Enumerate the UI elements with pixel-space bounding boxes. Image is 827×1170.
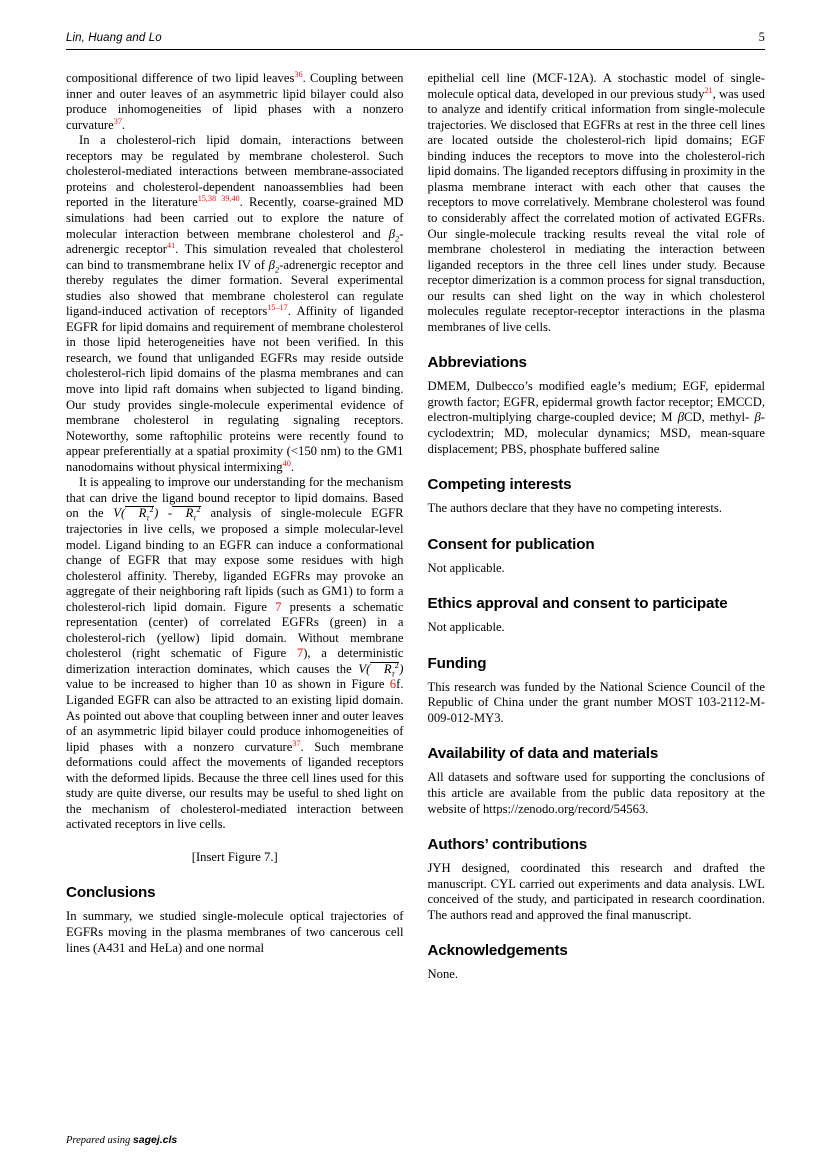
para3-text-a: It is appealing to improve our understanding for the mechanism that can drive the ligand bound receptor to lipid domains. Based on the — [66, 475, 404, 521]
beta-symbol: β — [388, 226, 396, 241]
heading-conclusions: Conclusions — [66, 884, 156, 902]
footer-class-file: sagej.cls — [132, 1134, 178, 1146]
beta-subscript-2b: 2 — [274, 265, 280, 275]
insert-figure-note: [Insert Figure 7.] — [191, 849, 278, 864]
right-column — [428, 71, 766, 983]
paragraph-acknowledgements: None. — [427, 967, 459, 982]
paragraph-cholesterol-domain — [66, 133, 404, 475]
math-r-symbol: R — [138, 506, 147, 521]
para3-text-d: ), a deterministic dimerization interaction dominates, which causes the — [66, 646, 404, 676]
math-tau-subscript-2: τ — [193, 513, 197, 523]
math-square-exponent-3: 2 — [394, 660, 399, 670]
left-column — [66, 71, 404, 983]
abbrev-text-c: -cyclodextrin; MD, molecular dynamics; MSD, mean-square displacement; PBS, phosphate buffered saline — [427, 410, 765, 456]
heading-competing-interests: Competing interests — [427, 476, 572, 494]
figure-ref-7a[interactable]: 7 — [275, 599, 282, 614]
math-v-symbol: V — [113, 506, 121, 521]
abbrev-text-b: CD, methyl- — [683, 410, 750, 425]
para2-text-f: . Affinity of liganded EGFR for lipid domains and requirement of membrane cholesterol in those lipid heterogeneities have not been verified. In this research, we found that unliganded EGFRs may reside outside cholesterol-rich lipid domains of the plasma membranes and can move into lipid raft domains when subjected to ligand binding. Our study provides single-molecule experimental evidence of membrane cholesterol in regulating signaling receptors. Noteworthy, some raftophilic proteins were recently found to appear preferentially at a spatial proximity (<150 nm) to the GM1 nanodomains without physical intermixing — [66, 304, 404, 474]
running-header-authors: Lin, Huang and Lo — [66, 32, 162, 44]
citation-37b[interactable]: 37 — [292, 738, 301, 748]
body-columns — [66, 71, 765, 983]
para1-text-a: compositional difference of two lipid leaves — [66, 71, 295, 86]
citation-37[interactable]: 37 — [113, 116, 122, 126]
heading-consent-for-publication: Consent for publication — [427, 535, 595, 553]
math-v-symbol-3: V — [358, 661, 367, 676]
para2-text-b: . Recently, coarse-grained MD simulations had been carried out to explore the nature of molecular interaction between membrane cholesterol and — [66, 195, 404, 241]
paragraph-conclusions-continued — [428, 71, 766, 335]
paragraph-competing-interests: The authors declare that they have no competing interests. — [427, 501, 722, 516]
paragraph-funding: This research was funded by the National Science Council of the Republic of China under the grant number MOST 103-2112-M-009-012-MY3. — [427, 679, 765, 725]
footer-prefix: Prepared using — [66, 1135, 133, 1146]
math-expression-variance-2: V( $R_\tau^2$) — [358, 660, 404, 679]
paragraph-ethics-approval: Not applicable. — [427, 620, 505, 635]
math-square-exponent: 2 — [149, 505, 154, 515]
paragraph-authors-contributions: JYH designed, coordinated this research and drafted the manuscript. CYL carried out experiments and data analysis. LWL conceived of the study, and participated in research coordination. The authors read and approved the final manuscript. — [427, 861, 765, 922]
header-rule — [66, 49, 765, 50]
citation-15-17[interactable]: 15–17 — [267, 303, 288, 313]
para2-text-d: . This simulation revealed that cholesterol can bind to transmembrane helix IV of — [66, 242, 404, 272]
paragraph-consent-for-publication: Not applicable. — [427, 560, 505, 575]
beta-symbol-mbcd: β — [677, 410, 684, 425]
para1-text-c: . — [121, 117, 126, 132]
beta-symbol-2: β — [268, 257, 275, 272]
beta-symbol-cyclodextrin: β — [754, 410, 761, 425]
citation-41[interactable]: 41 — [166, 240, 176, 250]
para2-text-a: In a cholesterol-rich lipid domain, interactions between receptors may be regulated by membrane cholesterol. Such cholesterol-mediated interactions between membrane-associated proteins and cholesterol-dependent nanoassemblies had been reported in the literature — [66, 133, 404, 210]
page-footer — [66, 1134, 177, 1146]
citation-15-38-39-40[interactable]: 15,38 39,40 — [197, 194, 240, 204]
heading-ethics-approval: Ethics approval and consent to participate — [427, 595, 728, 613]
heading-funding: Funding — [427, 654, 487, 672]
math-square-exponent-2: 2 — [196, 505, 201, 515]
para1-text-b: . Coupling between inner and outer leaves of an asymmetric lipid bilayer could also produce inhomogeneities of lipid phases with a nonzero curvature — [66, 71, 404, 132]
paragraph-conclusions: In summary, we studied single-molecule optical trajectories of EGFRs moving in the plasma membranes of two cancerous cell lines (A431 and HeLa) and one normal — [66, 909, 404, 955]
rpara1-text-a: epithelial cell line (MCF-12A). A stochastic model of single-molecule optical data, developed in our previous study — [427, 71, 765, 101]
figure-ref-7b[interactable]: 7 — [296, 646, 304, 661]
heading-availability-of-data: Availability of data and materials — [427, 745, 659, 763]
para2-text-c: -adrenergic receptor — [66, 226, 404, 257]
math-r-symbol-2: R — [185, 506, 194, 521]
paragraph-availability-of-data: All datasets and software used for supporting the conclusions of this article are available from the public data repository at the website of https://zenodo.org/record/54563. — [427, 770, 765, 816]
running-header — [66, 30, 765, 49]
para3-text-f: f. Liganded EGFR can also be attracted to an existing lipid domain. As pointed out above that coupling between inner and outer leaves of an asymmetric lipid bilayer could produce inhomogeneities of lipid phases with a nonzero curvature — [66, 677, 404, 754]
abbrev-text-a: DMEM, Dulbecco’s modified eagle’s medium; EGF, epidermal growth factor; EGFR, epidermal growth factor receptor; EMCCD, electron-multiplying charge-coupled device; M — [427, 379, 765, 425]
citation-40[interactable]: 40 — [282, 458, 291, 468]
para2-text-e: -adrenergic receptor and thereby regulates the dimer formation. Several experimental studies also showed that membrane cholesterol can regulate ligand-induced activation of receptors — [66, 257, 404, 319]
paragraph-mechanism-model — [66, 475, 404, 833]
para2-text-g: . — [290, 459, 294, 474]
page-number: 5 — [758, 30, 765, 44]
citation-36[interactable]: 36 — [294, 69, 303, 79]
beta-subscript-2: 2 — [395, 234, 400, 244]
math-expression-variance: V( $R_\tau^2) - R_\tau^2$ — [113, 505, 201, 523]
heading-authors-contributions: Authors’ contributions — [427, 836, 588, 854]
math-r-symbol-3: R — [383, 661, 392, 676]
para3-text-c: presents a schematic representation (center) of correlated EGFRs (green) in a cholesterol-rich (yellow) lipid domain. Without membrane cholesterol (right schematic of Figure — [66, 599, 404, 661]
para3-text-e: value to be increased to higher than 10 as shown in Figure — [66, 677, 385, 692]
para3-text-b: analysis of single-molecule EGFR trajectories in live cells, we proposed a simple molecular-level model. Ligand binding to an EGFR can induce a conformational change of EGFR that may expose some residues with high cholesterol affinity. Thereby, liganded EGFRs may provoke an aggregate of their neighboring raft lipids (such as GM1) to form a cholesterol-rich lipid domain. Figure — [66, 506, 404, 614]
heading-abbreviations: Abbreviations — [427, 354, 527, 372]
math-tau-subscript: τ — [146, 513, 150, 523]
math-tau-subscript-3: τ — [391, 669, 395, 679]
heading-acknowledgements: Acknowledgements — [427, 942, 568, 960]
paragraph-abbreviations — [428, 379, 766, 457]
rpara1-text-b: , was used to analyze and identify critical information from single-molecule trajectories. We disclosed that EGFRs at rest in the three cell lines are located outside the cholesterol-rich lipid domains; EGF binding induces the receptors to move into the cholesterol-rich lipid domains. The liganded receptors diffusing in proximity in the plasma membrane interact with each other that causes the receptors to move correlatively. Membrane cholesterol was found to considerably affect the correlated motion of activated EGFRs. Our single-molecule tracking results reveal the vital role of membrane cholesterol in mediating the interaction between liganded receptors in the three cell lines under study. Because receptor dimerization is a common process for signal transduction, our results can shed light on the way in which cholesterol molecules regulate receptor-receptor interactions in the plasma membranes of live cells. — [427, 86, 765, 334]
para3-text-g: . Such membrane deformations could affect the movements of liganded receptors with the deformed lipids. Because the three cell lines used for this study are quite diverse, our results may be useful to shed light on the mechanism of cholesterol-mediated interaction between activated receptors in live cells. — [66, 739, 404, 832]
citation-21[interactable]: 21 — [704, 85, 713, 95]
paragraph-lipid-leaves — [66, 71, 404, 133]
figure-ref-6f[interactable]: 6 — [389, 677, 397, 692]
